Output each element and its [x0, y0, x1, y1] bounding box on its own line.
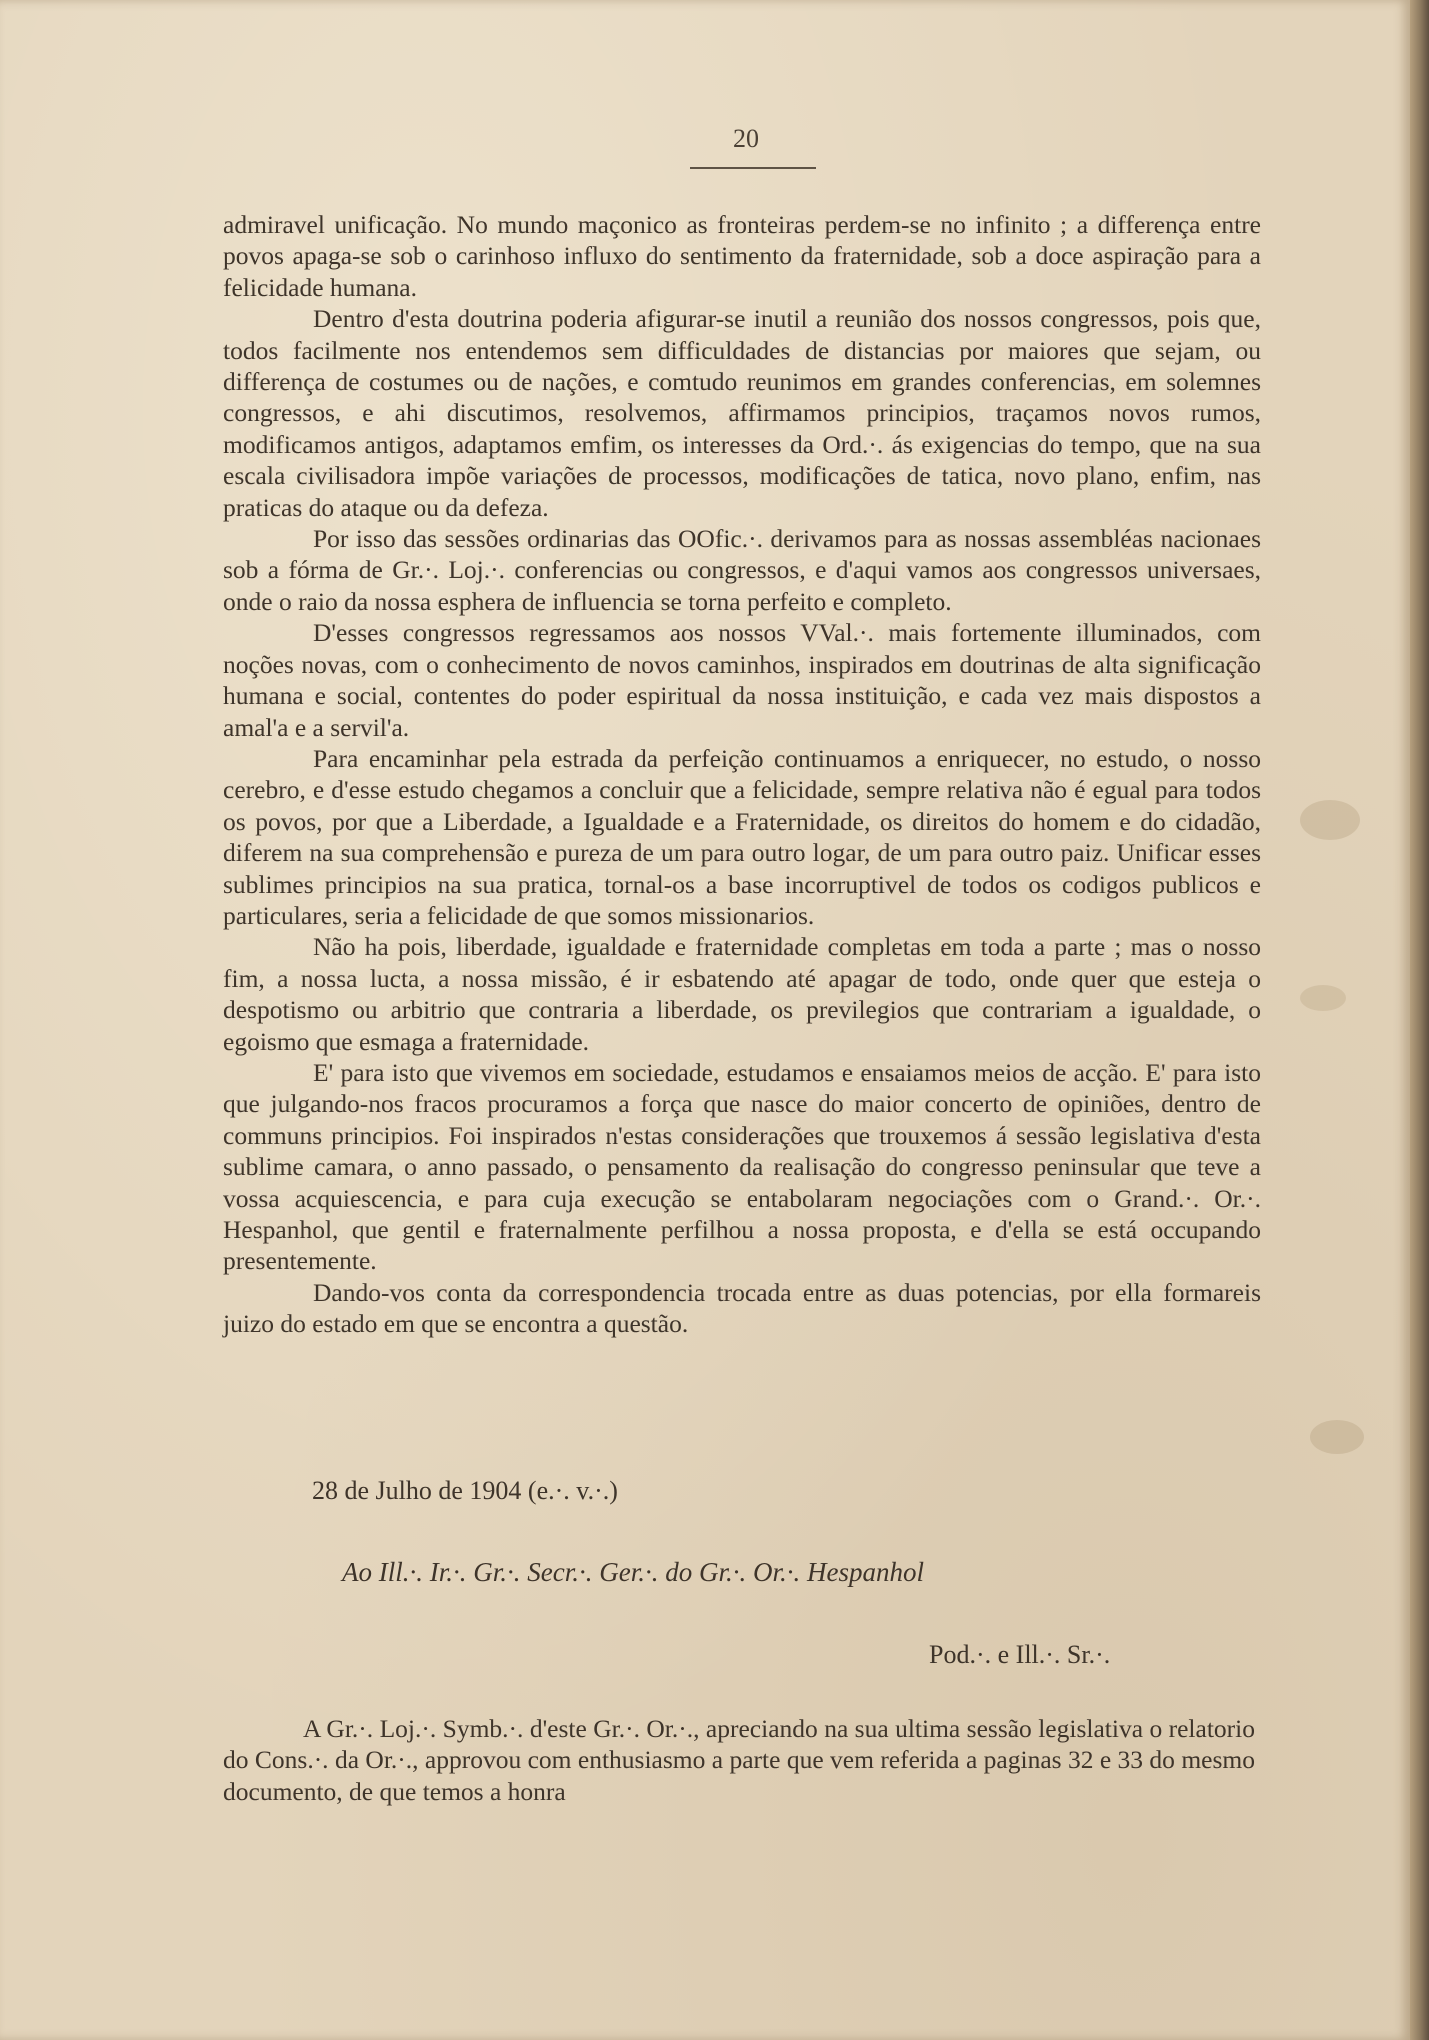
- paragraph: D'esses congressos regressamos aos nossos VVal.·. mais fortemente illuminados, com noções novas, com o conhecimento de novos caminhos, inspirados em doutrinas de alta significação humana e social, contentes do poder espiritual da nossa instituição, e cada vez mais dispostos a amal'a e a servil'a.: [223, 618, 1261, 742]
- letter-addressee: Ao Ill.·. Ir.·. Gr.·. Secr.·. Ger.·. do Gr.·. Or.·. Hespanhol: [342, 1557, 925, 1587]
- paragraph: A Gr.·. Loj.·. Symb.·. d'este Gr.·. Or.·., apreciando na sua ultima sessão legislativa o relatorio do Cons.·. da Or.·., approvou com enthusiasmo a parte que vem referida a paginas 32 e 33 do mesmo documento, de que temos a honra: [223, 1714, 1255, 1806]
- paragraph: Dando-vos conta da correspondencia trocada entre as duas potencias, por ella formareis juizo do estado em que se encontra a questão.: [223, 1277, 1261, 1339]
- paper-stain: [1300, 985, 1346, 1011]
- book-edge: [1410, 0, 1429, 2040]
- date-line: 28 de Julho de 1904 (e.·. v.·.): [312, 1476, 618, 1505]
- paragraph: Não ha pois, liberdade, igualdade e fraternidade completas em toda a parte ; mas o nosso fim, a nossa lucta, a nossa missão, é ir esbatendo até apagar de todo, onde quer que esteja o despotismo ou arbitrio que contraria a liberdade, os previlegios que contrariam a igualdade, o egoismo que esmaga a fraternidade.: [223, 932, 1261, 1056]
- paper-stain: [1310, 1420, 1364, 1454]
- paragraph: admiravel unificação. No mundo maçonico as fronteiras perdem-se no infinito ; a differença entre povos apaga-se sob o carinhoso influxo do sentimento da fraternidade, sob a doce aspiração para a felicidade humana.: [223, 210, 1261, 302]
- letter-text: [223, 1713, 1255, 1807]
- page-number: 20: [733, 124, 759, 153]
- paragraph: Para encaminhar pela estrada da perfeição continuamos a enriquecer, no estudo, o nosso cerebro, e d'esse estudo chegamos a concluir que a felicidade, sempre relativa não é egual para todos os povos, por que a Liberdade, a Igualdade e a Fraternidade, os direitos do homem e do cidadão, diferem na sua comprehensão e pureza de um para outro logar, de um para outro paiz. Unificar esses sublimes principios na sua pratica, tornal-os a base incorruptivel de todos os codigos publicos e particulares, seria a felicidade de que somos missionarios.: [223, 743, 1261, 930]
- paragraph: Por isso das sessões ordinarias das OOfic.·. derivamos para as nossas assembléas nacionaes sob a fórma de Gr.·. Loj.·. conferencias ou congressos, e d'aqui vamos aos congressos universaes, onde o raio da nossa esphera de influencia se torna perfeito e completo.: [223, 524, 1261, 616]
- paragraph: Dentro d'esta doutrina poderia afigurar-se inutil a reunião dos nossos congressos, pois que, todos facilmente nos entendemos sem difficuldades de distancias por maiores que sejam, ou differença de costumes ou de nações, e comtudo reunimos em grandes conferencias, em solemnes congressos, e ahi discutimos, resolvemos, affirmamos principios, traçamos novos rumos, modificamos antigos, adaptamos emfim, os interesses da Ord.·. ás exigencias do tempo, que na sua escala civilisadora impõe variações de processos, modificações de tatica, novo plano, enfim, nas praticas do ataque ou da defeza.: [223, 304, 1261, 522]
- paragraph: E' para isto que vivemos em sociedade, estudamos e ensaiamos meios de acção. E' para isto que julgando-nos fracos procuramos a força que nasce do maior concerto de opiniões, dentro de communs principios. Foi inspirados n'estas considerações que trouxemos á sessão legislativa d'esta sublime camara, o anno passado, o pensamento da realisação do congresso peninsular que teve a vossa acquiescencia, e para cuja execução se entabolaram negociações com o Grand.·. Or.·. Hespanhol, que gentil e fraternalmente perfilhou a nossa proposta, e d'ella se está occupando presentemente.: [223, 1057, 1261, 1276]
- paper-stain: [1300, 800, 1360, 840]
- body-text: [223, 209, 1261, 1340]
- header-rule: [690, 167, 816, 169]
- letter-salutation: Pod.·. e Ill.·. Sr.·.: [929, 1640, 1111, 1669]
